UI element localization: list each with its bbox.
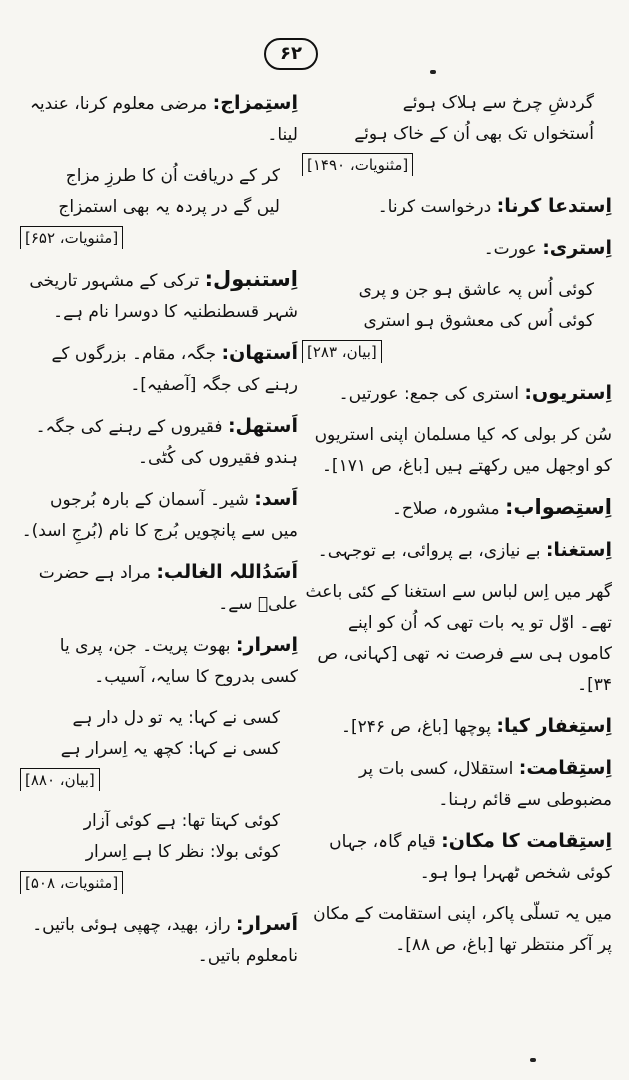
headword: اَستھان: [221, 342, 298, 364]
example-quote [302, 577, 612, 701]
headword: اِستری: [542, 237, 612, 259]
verse-lines [20, 806, 298, 868]
verse-line: کسی نے کہا: یہ تو دل دار ہے [72, 708, 280, 728]
verse-line: کوئی بولا: نظر کا ہے اِسرار [85, 842, 280, 862]
dictionary-entry [20, 264, 298, 328]
headword: اِستریوں: [524, 382, 612, 404]
definition: فقیروں کے رہنے کی جگہ۔ ہندو فقیروں کی کُٹی۔ [35, 417, 298, 468]
definition: بے نیازی، بے پروائی، بے توجہی۔ [317, 541, 541, 561]
definition: راز، بھید، چھپی ہوئی باتیں۔ نامعلوم باتیں۔ [32, 915, 298, 966]
definition: پوچھا [باغ، ص ۲۴۶]۔ [341, 717, 492, 737]
example-quote [302, 899, 612, 961]
dictionary-entry [20, 909, 298, 972]
verse-line: کر کے دریافت اُن کا طرزِ مزاج [65, 166, 280, 186]
right-column [302, 88, 612, 1040]
definition: استقلال، کسی بات پر مضبوطی سے قائم رہنا۔ [358, 759, 612, 810]
definition: بھوت پریت۔ جن، پری یا کسی بدروح کا سایہ، آسیب۔ [59, 636, 298, 687]
headword: اِستغنا: [545, 539, 612, 561]
left-column [20, 88, 298, 1040]
page-number: ۶۲ [264, 38, 318, 70]
definition: ترکی کے مشہور تاریخی شہر قسطنطنیہ کا دوسرا نام ہے۔ [29, 271, 298, 322]
definition: مراد ہے حضرت علیؓ سے۔ [38, 563, 298, 614]
dictionary-entry [20, 484, 298, 547]
example-text: میں یہ تسلّی پاکر، اپنی استقامت کے مکان پر آکر منتظر تھا [باغ، ص ۸۸]۔ [313, 904, 612, 955]
verse-quote [20, 703, 298, 796]
headword: اِستنبول: [204, 267, 298, 291]
definition: مشورہ، صلاح۔ [391, 499, 500, 519]
example-quote [302, 420, 612, 482]
source-reference: [مثنویات، ۵۰۸] [20, 871, 123, 894]
dictionary-entry [302, 233, 612, 265]
print-mark [430, 70, 436, 74]
headword: اِستِغفار کیا: [496, 715, 612, 737]
dictionary-entry [20, 557, 298, 620]
dictionary-entry [302, 492, 612, 525]
source-reference: [بیان، ۸۸۰] [20, 768, 100, 791]
print-mark [530, 1058, 536, 1062]
dictionary-entry [20, 88, 298, 151]
verse-line: لیں گے در پردہ یہ بھی استمزاج [58, 197, 280, 217]
definition: درخواست کرنا۔ [377, 197, 492, 217]
dictionary-entry [20, 411, 298, 474]
verse-lines [302, 275, 612, 337]
headword: اِستِمزاج: [212, 92, 298, 114]
headword: اِستدعا کرنا: [496, 195, 612, 217]
definition: استری کی جمع: عورتیں۔ [338, 384, 519, 404]
verse-line: کوئی اُس کی معشوق ہو استری [363, 311, 594, 331]
headword: اِستِقامت: [518, 757, 612, 779]
dictionary-entry [302, 378, 612, 410]
headword: اَسَدُاللہ الغالب: [156, 561, 298, 583]
verse-lines [20, 161, 298, 223]
definition: شیر۔ آسمان کے بارہ بُرجوں میں سے پانچویں بُرج کا نام (بُرجِ اسد)۔ [21, 490, 298, 541]
dictionary-entry [302, 711, 612, 743]
dictionary-entry [20, 338, 298, 401]
definition: جگہ، مقام۔ بزرگوں کے رہنے کی جگہ [آصفیہ]۔ [51, 344, 298, 395]
definition: مرضی معلوم کرنا، عندیہ لینا۔ [29, 94, 298, 145]
verse-lines [302, 88, 612, 150]
headword: اِستِقامت کا مکان: [441, 830, 612, 852]
definition: قیام گاہ، جہاں کوئی شخص ٹھہرا ہوا ہو۔ [329, 832, 612, 883]
example-text: گھر میں اِس لباس سے استغنا کے کئی باعث تھے۔ اوّل تو یہ بات تھی کہ اُن کو اپنے کاموں ہی سے فرصت نہ تھی [کہانی، ص ۳۴]۔ [305, 582, 612, 695]
headword: اَسرار: [235, 913, 298, 935]
verse-line: کوئی اُس پہ عاشق ہو جن و پری [358, 280, 594, 300]
verse-quote [20, 161, 298, 254]
verse-line: کسی نے کہا: کچھ یہ اِسرار ہے [60, 739, 280, 759]
headword: اِسرار: [235, 634, 298, 656]
headword: اَستھل: [227, 415, 298, 437]
dictionary-entry [302, 535, 612, 567]
source-reference: [بیان، ۲۸۳] [302, 340, 382, 363]
dictionary-entry [302, 753, 612, 816]
source-reference: [مثنویات، ۶۵۲] [20, 226, 123, 249]
headword: اَسد: [254, 488, 298, 510]
source-reference: [مثنویات، ۱۴۹۰] [302, 153, 413, 176]
example-text: سُن کر بولی کہ کیا مسلمان اپنی استریوں کو اوجھل میں رکھتے ہیں [باغ، ص ۱۷۱]۔ [314, 425, 612, 476]
headword: اِستِصواب: [505, 495, 612, 519]
verse-lines [20, 703, 298, 765]
verse-quote [302, 275, 612, 368]
verse-line: اُستخواں تک بھی اُن کے خاک ہوئے [354, 124, 594, 144]
verse-quote [20, 806, 298, 899]
dictionary-entry [302, 191, 612, 223]
dictionary-entry [20, 630, 298, 693]
verse-line: گردشِ چرخ سے ہلاک ہوئے [402, 93, 594, 113]
verse-quote [302, 88, 612, 181]
verse-line: کوئی کہتا تھا: ہے کوئی آزار [83, 811, 280, 831]
dictionary-entry [302, 826, 612, 889]
definition: عورت۔ [483, 239, 537, 259]
